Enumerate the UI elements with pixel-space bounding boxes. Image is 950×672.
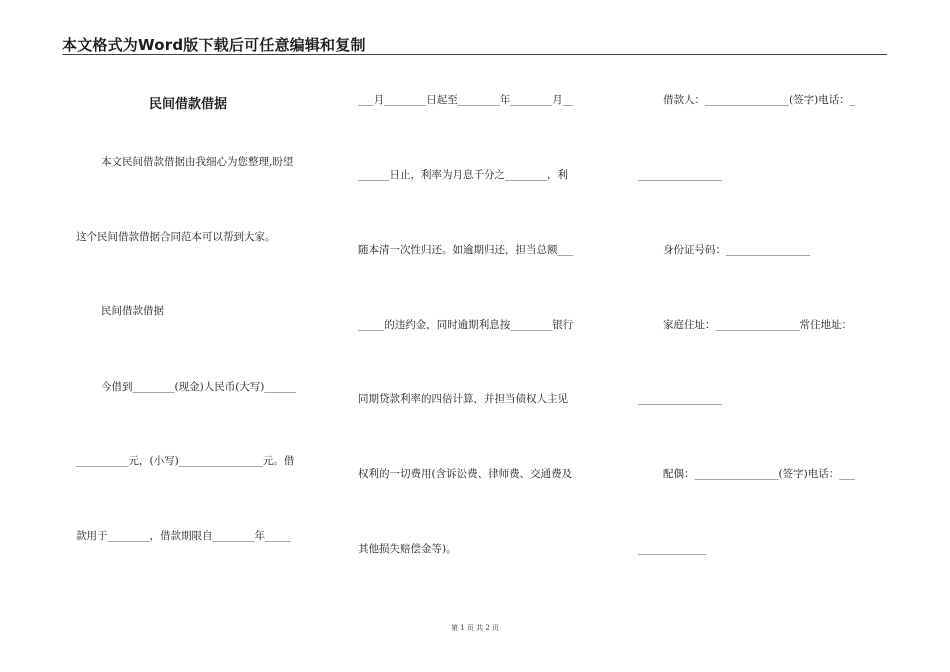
col2-line-6: 权利的一切费用(含诉讼费、律师费、交通费及 bbox=[358, 468, 573, 480]
col2-line-7: 其他损失赔偿金等)。 bbox=[358, 543, 457, 555]
col1-line-2: 这个民间借款借据合同范本可以帮到大家。 bbox=[76, 231, 276, 243]
col1-line-1: 本文民间借款借据由我细心为您整理,盼望 bbox=[101, 156, 294, 168]
col1-line-6: 款用于________，借款期限自________年_____ bbox=[76, 530, 292, 542]
header-divider bbox=[62, 54, 887, 55]
address-line: 家庭住址：________________常住地址： bbox=[663, 319, 852, 331]
col2-line-5: 同期贷款利率的四倍计算，并担当债权人主见 bbox=[358, 393, 568, 405]
spouse-signature-line: 配偶：________________(签字)电话：___ bbox=[663, 468, 855, 480]
col2-line-2: ______日止，利率为月息千分之________，利 bbox=[358, 169, 568, 181]
page-number: 第 1 页 共 2 页 bbox=[450, 624, 500, 632]
address-continuation: ________________ bbox=[638, 393, 722, 405]
spouse-phone-continuation: _____________ bbox=[638, 543, 707, 555]
col2-line-1: ___月________日起至________年________月__ bbox=[358, 94, 574, 106]
borrower-signature-line: 借款人：________________(签字)电话：_ bbox=[663, 94, 855, 106]
col2-line-4: _____的违约金，同时逾期利息按________银行 bbox=[358, 319, 574, 331]
col2-line-3: 随本清一次性归还。如逾期归还，担当总额___ bbox=[358, 244, 574, 256]
document-header-title: 本文格式为Word版下载后可任意编辑和复制 bbox=[62, 36, 366, 54]
col1-line-4: 今借到________(现金)人民币(大写)______ bbox=[101, 381, 296, 393]
col1-line-5: __________元，(小写)________________元。借 bbox=[76, 455, 295, 467]
borrower-phone-continuation: ________________ bbox=[638, 169, 722, 181]
id-number-line: 身份证号码：________________ bbox=[663, 244, 810, 256]
document-title: 民间借款借据 bbox=[149, 97, 228, 112]
col1-line-3: 民间借款借据 bbox=[101, 305, 164, 317]
